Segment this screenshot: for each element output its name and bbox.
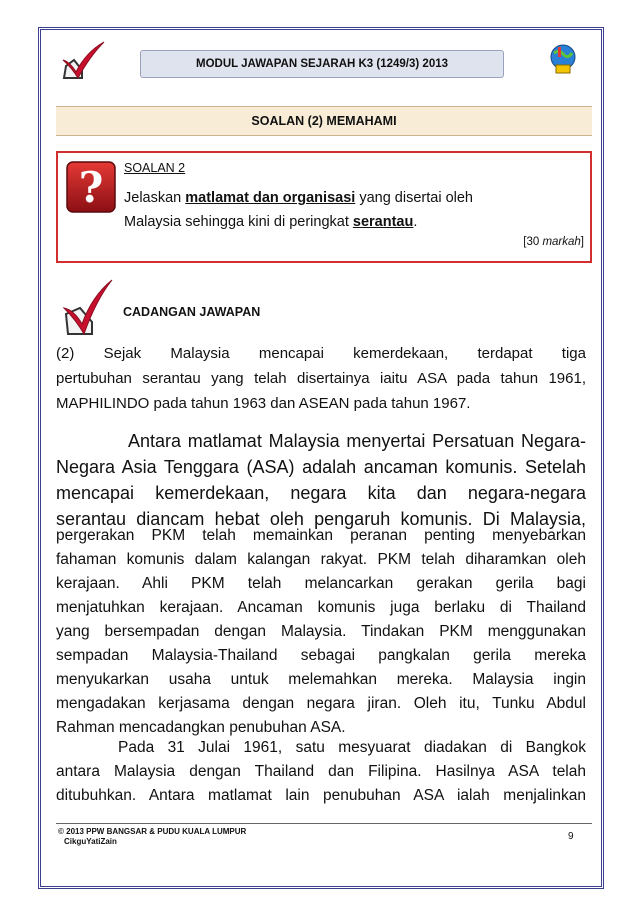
question-box [56,151,592,263]
text-line: antara Malaysia dengan Thailand dan Filipina. Hasilnya ASA telah [56,763,586,780]
marks-close: ] [580,236,584,248]
question-text-part: Jelaskan [124,190,186,206]
marks-open: [30 [523,236,543,248]
question-label: SOALAN 2 [124,161,186,175]
text-line: Antara matlamat Malaysia menyertai Persatuan Negara- [128,431,586,451]
text-line: pertubuhan serantau yang telah disertainya iaitu ASA pada tahun 1961, [56,370,586,387]
answer-paragraph-2-large [56,428,586,532]
section-title: SOALAN (2) MEMAHAMI [56,106,592,136]
text-line: menyukarkan usaha untuk melemahkan mereka. Malaysia ingin [56,671,586,688]
text-line: kerajaan. Ahli PKM telah melancarkan gerakan gerila bagi [56,575,586,592]
question-text-part: . [413,214,418,230]
text-line: (2) Sejak Malaysia mencapai kemerdekaan, terdapat tiga [56,345,586,362]
text-line: pergerakan PKM telah memainkan peranan penting menyebarkan [56,527,586,544]
answer-paragraph-3 [56,736,586,808]
question-highlight-1: matlamat dan organisasi [185,190,356,206]
footer-copyright: © 2013 PPW BANGSAR & PUDU KUALA LUMPUR [58,827,247,836]
text-line: Rahman mencadangkan penubuhan ASA. [56,719,346,736]
text-line: fahaman komunis dalam kalangan rakyat. PKM telah diharamkan oleh [56,551,586,568]
question-text-part: Malaysia sehingga kini di peringkat [124,214,353,230]
answer-paragraph-2 [56,524,586,740]
question-text-part: yang disertai oleh [355,190,473,206]
footer-credits [58,827,246,847]
answer-paragraph-1 [56,341,586,416]
module-title-banner: MODUL JAWAPAN SEJARAH K3 (1249/3) 2013 [140,50,504,78]
question-mark-icon [64,159,118,220]
question-marks [523,236,584,248]
footer-divider [56,823,592,824]
text-line: Pada 31 Julai 1961, satu mesyuarat diadakan di Bangkok [118,739,586,756]
footer-author: CikguYatiZain [64,837,117,846]
text-line: yang bersempadan dengan Malaysia. Tindakan PKM menggunakan [56,623,586,640]
text-line: Negara Asia Tenggara (ASA) adalah ancaman komunis. Setelah [56,457,586,477]
svg-text:?: ? [78,163,104,212]
text-line: serantau diancam hebat oleh pengaruh komunis. Di Malaysia, [56,509,586,529]
page-number: 9 [568,831,574,842]
question-text [124,186,588,234]
text-line: MAPHILINDO pada tahun 1963 dan ASEAN pada tahun 1967. [56,395,471,412]
text-line: menjatuhkan kerajaan. Ancaman komunis juga berlaku di Thailand [56,599,586,616]
checkmark-box-icon [60,40,106,80]
text-line: ditubuhkan. Antara matlamat lain penubuhan ASA ialah menjalinkan [56,787,586,804]
text-line: mengadakan kerjasama dengan negara jiran. Oleh itu, Tunku Abdul [56,695,586,712]
text-line: sempadan Malaysia-Thailand sebagai pangkalan gerila mereka [56,647,586,664]
answer-heading: CADANGAN JAWAPAN [123,305,261,319]
checkmark-box-icon [62,278,114,336]
marks-word: markah [542,236,581,248]
text-line: mencapai kemerdekaan, negara kita dan negara-negara [56,483,586,503]
globe-book-icon [548,43,578,82]
question-highlight-2: serantau [352,214,414,230]
